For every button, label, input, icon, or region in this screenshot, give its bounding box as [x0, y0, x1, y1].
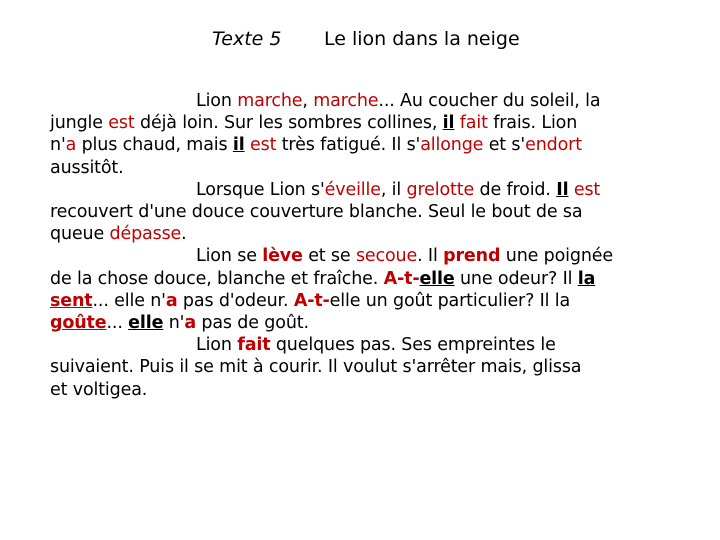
highlighted-word: lève	[262, 246, 303, 267]
highlighted-word: est	[108, 113, 135, 134]
paragraph	[50, 245, 690, 334]
text-segment: une poignée	[500, 246, 614, 267]
story-text	[50, 90, 690, 401]
text-line	[50, 201, 690, 223]
text-line	[50, 334, 690, 356]
highlighted-word: goûte	[50, 313, 107, 334]
text-segment: Lion	[196, 335, 238, 356]
highlighted-word: prend	[443, 246, 501, 267]
highlighted-word: A-t-	[383, 268, 420, 289]
text-line	[50, 179, 690, 201]
highlighted-word: est	[573, 179, 601, 200]
text-segment: de froid.	[474, 179, 557, 200]
text-segment: n'	[163, 313, 185, 334]
text-segment: et s'	[483, 135, 526, 156]
highlighted-word: il	[232, 135, 245, 156]
text-line	[50, 90, 690, 112]
text-segment: et voltigea.	[50, 379, 148, 400]
paragraph	[50, 179, 690, 246]
text-line	[50, 223, 690, 245]
text-line	[50, 245, 690, 267]
paragraph	[50, 90, 690, 179]
text-segment: recouvert d'une douce couverture blanche. Seul le bout de sa	[50, 202, 583, 223]
highlighted-word: a	[65, 135, 77, 156]
highlighted-word: A-t-	[293, 290, 330, 311]
document-title: Le lion dans la neige	[324, 28, 520, 50]
highlighted-word: elle	[128, 313, 164, 334]
highlighted-word: marche	[313, 91, 379, 111]
highlighted-word: Il	[556, 179, 569, 200]
text-segment: très fatigué. Il s'	[276, 135, 421, 156]
highlighted-word: endort	[525, 135, 582, 156]
highlighted-word: a	[184, 313, 196, 334]
text-segment: Lion se	[196, 246, 263, 267]
highlighted-word: secoue	[355, 246, 418, 267]
text-line	[50, 268, 690, 290]
highlighted-word: est	[250, 135, 277, 156]
text-segment: de la chose douce, blanche et fraîche.	[50, 268, 384, 289]
text-segment: .	[181, 224, 187, 245]
text-line	[50, 290, 690, 312]
highlighted-word: fait	[459, 113, 488, 134]
text-line	[50, 134, 690, 156]
text-line	[50, 356, 690, 378]
highlighted-word: éveille	[324, 179, 381, 200]
text-segment: queue	[50, 224, 110, 245]
text-line	[50, 112, 690, 134]
text-segment: déjà loin. Sur les sombres collines,	[134, 113, 443, 134]
highlighted-word: elle	[419, 268, 455, 289]
text-segment: n'	[50, 135, 66, 156]
highlighted-word: allonge	[420, 135, 484, 156]
document-header	[0, 28, 720, 58]
text-segment: , il	[380, 179, 407, 200]
text-segment: pas de goût.	[195, 313, 309, 334]
text-segment: pas d'odeur.	[177, 290, 294, 311]
highlighted-word: dépasse	[109, 224, 182, 245]
highlighted-word: la	[577, 268, 596, 289]
text-segment: suivaient. Puis il se mit à courir. Il voulut s'arrêter mais, glissa	[50, 357, 582, 378]
highlighted-word: a	[165, 290, 178, 311]
text-segment: . Il	[417, 246, 444, 267]
text-segment: ...	[106, 313, 129, 334]
highlighted-word: sent	[50, 290, 93, 311]
text-segment: et se	[302, 246, 356, 267]
text-segment: ,	[302, 91, 314, 111]
text-segment: quelques pas. Ses empreintes le	[270, 335, 556, 356]
text-segment: aussitôt.	[50, 157, 124, 178]
text-segment: une odeur? Il	[454, 268, 578, 289]
text-segment: Lion	[196, 91, 238, 111]
text-number-label: Texte 5	[212, 28, 282, 50]
text-line	[50, 312, 690, 334]
text-line	[50, 157, 690, 179]
text-segment: ... elle n'	[92, 290, 166, 311]
text-segment: plus chaud, mais	[76, 135, 233, 156]
highlighted-word: fait	[237, 335, 271, 356]
text-segment: Lorsque Lion s'	[196, 179, 325, 200]
text-segment: jungle	[50, 113, 109, 134]
text-segment: frais. Lion	[487, 113, 578, 134]
highlighted-word: grelotte	[406, 179, 475, 200]
highlighted-word: il	[442, 113, 455, 134]
text-line	[50, 379, 690, 401]
paragraph	[50, 334, 690, 401]
highlighted-word: marche	[237, 91, 303, 111]
text-segment: ... Au coucher du soleil, la	[378, 91, 601, 111]
text-segment: elle un goût particulier? Il la	[329, 290, 571, 311]
